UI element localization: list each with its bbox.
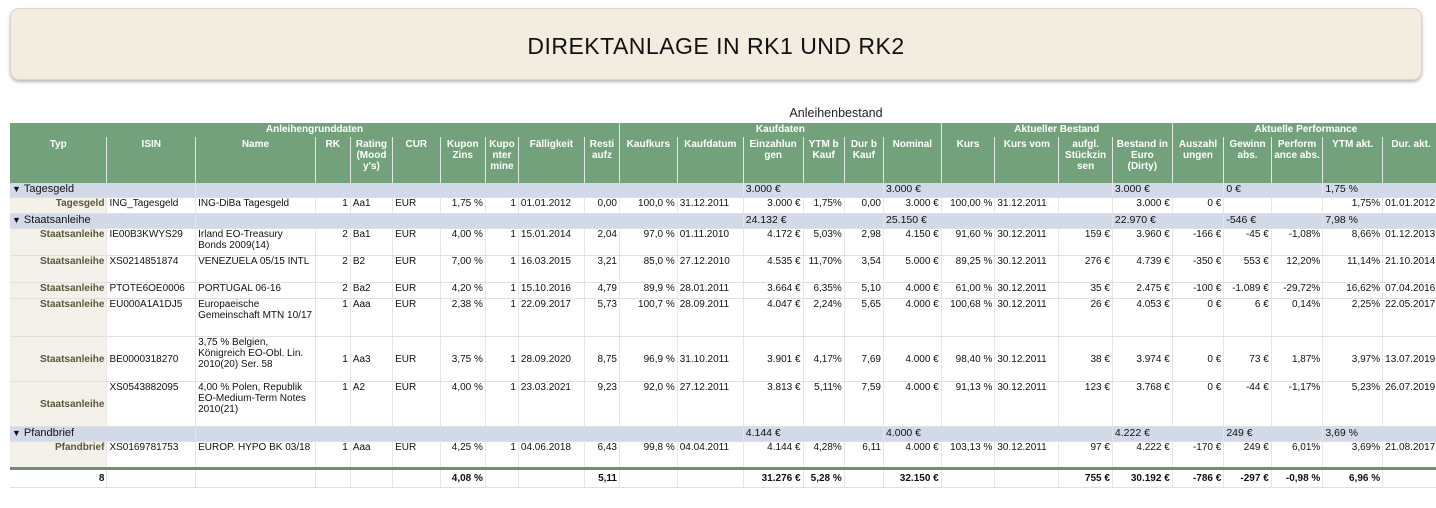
cell-performance: 1,87%	[1271, 337, 1323, 382]
section-einzahlungen: 3.000 €	[743, 183, 883, 198]
section-ytm: 7,98 %	[1323, 214, 1436, 229]
cell-gewinn: 73 €	[1224, 337, 1271, 382]
cell-kurs-vom: 30.12.2011	[995, 299, 1059, 337]
section-bestand: 3.000 €	[1112, 183, 1223, 198]
group-header-performance: Aktuelle Performance	[1172, 123, 1436, 137]
cell-rating: Aaa	[350, 299, 392, 337]
cell-bestand: 4.739 €	[1112, 256, 1172, 283]
col-header-kurs[interactable]: Kurs	[941, 137, 995, 183]
cell-cur: EUR	[393, 299, 440, 337]
table-title: Anleihenbestand	[789, 106, 883, 120]
disclosure-triangle-icon[interactable]: ▼	[12, 215, 21, 225]
cell-name: Europaeische Gemeinschaft MTN 10/17	[196, 299, 316, 337]
cell-isin: XS0543882095	[107, 382, 196, 427]
cell-nominal: 5.000 €	[883, 256, 941, 283]
cell-rk: 2	[315, 229, 350, 256]
cell-ytm-kauf: 4,28%	[803, 442, 844, 469]
cell-rk: 2	[315, 283, 350, 299]
totals-row	[10, 469, 1436, 488]
cell-auszahlungen: 0 €	[1172, 198, 1224, 214]
cell-performance	[1271, 198, 1323, 214]
cell-kupon: 4,20 %	[440, 283, 485, 299]
cell-einzahlungen: 3.664 €	[743, 283, 803, 299]
cell-rating: Ba2	[350, 283, 392, 299]
section-ytm: 1,75 %	[1323, 183, 1436, 198]
col-header-einzahlungen[interactable]: Einzahlun gen	[743, 137, 803, 183]
cell-termine: 1	[485, 382, 518, 427]
section-row-staatsanleihe[interactable]	[10, 214, 1436, 229]
cell-performance: 12,20%	[1271, 256, 1323, 283]
group-header-kaufdaten: Kaufdaten	[619, 123, 941, 137]
cell-kaufkurs: 100,0 %	[619, 198, 677, 214]
col-header-kaufkurs[interactable]: Kaufkurs	[619, 137, 677, 183]
cell-restlaufzeit: 4,79	[584, 283, 619, 299]
cell-dur-kauf: 2,98	[844, 229, 883, 256]
col-header-gewinn-abs[interactable]: Gewinn abs.	[1224, 137, 1271, 183]
cell-ytm-akt: 3,69%	[1323, 442, 1383, 469]
cell-einzahlungen: 3.813 €	[743, 382, 803, 427]
cell-gewinn	[1224, 198, 1271, 214]
cell-rating: A2	[350, 382, 392, 427]
col-header-performance-abs[interactable]: Perform ance abs.	[1271, 137, 1323, 183]
cell-auszahlungen: -350 €	[1172, 256, 1224, 283]
section-row-pfandbrief[interactable]	[10, 427, 1436, 442]
cell-termine: 1	[485, 283, 518, 299]
section-einzahlungen: 4.144 €	[743, 427, 883, 442]
cell-name: PORTUGAL 06-16	[196, 283, 316, 299]
cell-termine: 1	[485, 299, 518, 337]
cell-bestand: 4.222 €	[1112, 442, 1172, 469]
group-header-grunddaten: Anleihengrunddaten	[10, 123, 619, 137]
cell-kaufkurs: 99,8 %	[619, 442, 677, 469]
cell-stueckzinsen: 123 €	[1059, 382, 1113, 427]
table-row[interactable]	[10, 256, 1436, 283]
cell-isin: XS0169781753	[107, 442, 196, 469]
cell-stueckzinsen: 26 €	[1059, 299, 1113, 337]
total-performance: -0,98 %	[1271, 469, 1323, 488]
col-header-kupon-zins[interactable]: Kupon Zins	[440, 137, 485, 183]
cell-rk: 1	[315, 382, 350, 427]
cell-ytm-akt: 8,66%	[1323, 229, 1383, 256]
table-row[interactable]	[10, 283, 1436, 299]
col-header-rating[interactable]: Rating (Mood y's)	[350, 137, 392, 183]
cell-restlaufzeit: 5,73	[584, 299, 619, 337]
cell-kupon: 1,75 %	[440, 198, 485, 214]
cell-dur-akt: 21.10.2014	[1383, 256, 1436, 283]
cell-faelligkeit: 16.03.2015	[518, 256, 584, 283]
cell-kurs: 61,00 %	[941, 283, 995, 299]
cell-dur-kauf: 7,59	[844, 382, 883, 427]
total-bestand: 30.192 €	[1112, 469, 1172, 488]
cell-restlaufzeit: 9,23	[584, 382, 619, 427]
cell-kaufdatum: 28.01.2011	[677, 283, 743, 299]
cell-rating: B2	[350, 256, 392, 283]
cell-rating: Ba1	[350, 229, 392, 256]
cell-ytm-kauf: 5,11%	[803, 382, 844, 427]
cell-kaufkurs: 85,0 %	[619, 256, 677, 283]
cell-kurs-vom: 31.12.2011	[995, 198, 1059, 214]
cell-kupon: 4,25 %	[440, 442, 485, 469]
total-count: 8	[10, 469, 107, 488]
col-header-isin[interactable]: ISIN	[107, 137, 196, 183]
cell-kaufkurs: 97,0 %	[619, 229, 677, 256]
cell-restlaufzeit: 8,75	[584, 337, 619, 382]
cell-kaufdatum: 01.11.2010	[677, 229, 743, 256]
cell-dur-kauf: 5,65	[844, 299, 883, 337]
cell-kurs-vom: 30.12.2011	[995, 442, 1059, 469]
cell-kurs-vom: 30.12.2011	[995, 382, 1059, 427]
section-bestand: 22.970 €	[1112, 214, 1223, 229]
cell-typ: Staatsanleihe	[10, 382, 107, 427]
cell-termine: 1	[485, 229, 518, 256]
cell-dur-kauf: 0,00	[844, 198, 883, 214]
cell-kaufdatum: 28.09.2011	[677, 299, 743, 337]
cell-einzahlungen: 3.000 €	[743, 198, 803, 214]
cell-dur-akt: 26.07.2019	[1383, 382, 1436, 427]
cell-kaufdatum: 27.12.2010	[677, 256, 743, 283]
cell-bestand: 3.768 €	[1112, 382, 1172, 427]
cell-kurs-vom: 30.12.2011	[995, 283, 1059, 299]
cell-stueckzinsen: 38 €	[1059, 337, 1113, 382]
page-title: DIREKTANLAGE IN RK1 UND RK2	[527, 33, 905, 59]
cell-kaufkurs: 100,7 %	[619, 299, 677, 337]
total-stueckzinsen: 755 €	[1059, 469, 1113, 488]
section-gewinn: -546 €	[1224, 214, 1323, 229]
cell-rating: Aa3	[350, 337, 392, 382]
cell-ytm-akt: 2,25%	[1323, 299, 1383, 337]
cell-isin: IE00B3KWYS29	[107, 229, 196, 256]
section-nominal: 4.000 €	[883, 427, 1112, 442]
cell-gewinn: -44 €	[1224, 382, 1271, 427]
cell-rk: 1	[315, 337, 350, 382]
col-header-typ[interactable]: Typ	[10, 137, 107, 183]
cell-restlaufzeit: 0,00	[584, 198, 619, 214]
cell-kaufdatum: 04.04.2011	[677, 442, 743, 469]
cell-rating: Aaa	[350, 442, 392, 469]
total-ytm-kauf: 5,28 %	[803, 469, 844, 488]
cell-rk: 1	[315, 299, 350, 337]
total-auszahlungen: -786 €	[1172, 469, 1224, 488]
cell-ytm-akt: 5,23%	[1323, 382, 1383, 427]
cell-restlaufzeit: 2,04	[584, 229, 619, 256]
cell-einzahlungen: 3.901 €	[743, 337, 803, 382]
cell-einzahlungen: 4.172 €	[743, 229, 803, 256]
table-row[interactable]	[10, 229, 1436, 256]
cell-name: 3,75 % Belgien, Königreich EO-Obl. Lin. 2010(20) Ser. 58	[196, 337, 316, 382]
cell-isin: XS0214851874	[107, 256, 196, 283]
cell-performance: 6,01%	[1271, 442, 1323, 469]
disclosure-triangle-icon[interactable]: ▼	[12, 428, 21, 438]
total-ytm-akt: 6,96 %	[1323, 469, 1383, 488]
group-header-bestand: Aktueller Bestand	[941, 123, 1172, 137]
cell-faelligkeit: 23.03.2021	[518, 382, 584, 427]
cell-kurs: 103,13 %	[941, 442, 995, 469]
section-gewinn: 0 €	[1224, 183, 1323, 198]
col-header-nominal[interactable]: Nominal	[883, 137, 941, 183]
cell-auszahlungen: 0 €	[1172, 337, 1224, 382]
cell-nominal: 4.000 €	[883, 299, 941, 337]
cell-name: 4,00 % Polen, Republik EO-Medium-Term Notes 2010(21)	[196, 382, 316, 427]
cell-dur-akt: 13.07.2019	[1383, 337, 1436, 382]
table-row[interactable]	[10, 382, 1436, 427]
cell-bestand: 2.475 €	[1112, 283, 1172, 299]
cell-kaufdatum: 27.12.2011	[677, 382, 743, 427]
cell-kurs: 98,40 %	[941, 337, 995, 382]
cell-nominal: 4.000 €	[883, 283, 941, 299]
cell-ytm-akt: 3,97%	[1323, 337, 1383, 382]
total-restlaufzeit: 5,11	[584, 469, 619, 488]
cell-bestand: 3.000 €	[1112, 198, 1172, 214]
cell-termine: 1	[485, 256, 518, 283]
cell-name: ING-DiBa Tagesgeld	[196, 198, 316, 214]
cell-performance: -29,72%	[1271, 283, 1323, 299]
cell-bestand: 4.053 €	[1112, 299, 1172, 337]
cell-performance: -1,17%	[1271, 382, 1323, 427]
col-header-kurs-vom[interactable]: Kurs vom	[995, 137, 1059, 183]
section-row-tagesgeld[interactable]	[10, 183, 1436, 198]
col-header-restlaufzeit[interactable]: Resti aufz	[584, 137, 619, 183]
cell-einzahlungen: 4.535 €	[743, 256, 803, 283]
cell-ytm-akt: 11,14%	[1323, 256, 1383, 283]
cell-auszahlungen: -166 €	[1172, 229, 1224, 256]
cell-nominal: 4.000 €	[883, 337, 941, 382]
col-header-name[interactable]: Name	[196, 137, 316, 183]
cell-kupon: 3,75 %	[440, 337, 485, 382]
cell-rk: 2	[315, 256, 350, 283]
cell-termine: 1	[485, 198, 518, 214]
cell-name: EUROP. HYPO BK 03/18	[196, 442, 316, 469]
col-header-dur-kauf[interactable]: Dur b Kauf	[844, 137, 883, 183]
cell-nominal: 4.000 €	[883, 442, 941, 469]
cell-termine: 1	[485, 337, 518, 382]
cell-stueckzinsen	[1059, 198, 1113, 214]
col-header-auszahlungen[interactable]: Auszahl ungen	[1172, 137, 1224, 183]
col-header-dur-akt[interactable]: Dur. akt.	[1383, 137, 1436, 183]
cell-gewinn: 249 €	[1224, 442, 1271, 469]
cell-kurs: 100,68 %	[941, 299, 995, 337]
cell-dur-akt: 22.05.2017	[1383, 299, 1436, 337]
cell-restlaufzeit: 3,21	[584, 256, 619, 283]
cell-cur: EUR	[393, 442, 440, 469]
cell-bestand: 3.974 €	[1112, 337, 1172, 382]
cell-isin: EU000A1A1DJ5	[107, 299, 196, 337]
total-nominal: 32.150 €	[883, 469, 941, 488]
cell-cur: EUR	[393, 229, 440, 256]
cell-typ: Staatsanleihe	[10, 229, 107, 256]
cell-dur-kauf: 3,54	[844, 256, 883, 283]
cell-kaufdatum: 31.12.2011	[677, 198, 743, 214]
section-gewinn: 249 €	[1224, 427, 1323, 442]
cell-ytm-kauf: 6,35%	[803, 283, 844, 299]
section-label: Pfandbrief	[23, 427, 75, 439]
cell-rk: 1	[315, 442, 350, 469]
cell-cur: EUR	[393, 198, 440, 214]
cell-auszahlungen: 0 €	[1172, 382, 1224, 427]
cell-isin: ING_Tagesgeld	[107, 198, 196, 214]
cell-name: Irland EO-Treasury Bonds 2009(14)	[196, 229, 316, 256]
cell-dur-akt: 21.08.2017	[1383, 442, 1436, 469]
cell-kupon: 7,00 %	[440, 256, 485, 283]
cell-kupon: 4,00 %	[440, 382, 485, 427]
cell-cur: EUR	[393, 382, 440, 427]
col-header-kaufdatum[interactable]: Kaufdatum	[677, 137, 743, 183]
section-nominal: 25.150 €	[883, 214, 1112, 229]
col-header-kupon-termine[interactable]: Kupo nter mine	[485, 137, 518, 183]
cell-einzahlungen: 4.047 €	[743, 299, 803, 337]
cell-ytm-akt: 1,75%	[1323, 198, 1383, 214]
cell-cur: EUR	[393, 256, 440, 283]
cell-cur: EUR	[393, 337, 440, 382]
total-kupon: 4,08 %	[440, 469, 485, 488]
cell-auszahlungen: -170 €	[1172, 442, 1224, 469]
section-ytm: 3,69 %	[1323, 427, 1436, 442]
col-header-cur[interactable]: CUR	[393, 137, 440, 183]
cell-typ: Staatsanleihe	[10, 299, 107, 337]
total-gewinn: -297 €	[1224, 469, 1271, 488]
cell-gewinn: -1.089 €	[1224, 283, 1271, 299]
col-header-bestand-euro[interactable]: Bestand in Euro (Dirty)	[1112, 137, 1172, 183]
cell-typ: Tagesgeld	[10, 198, 107, 214]
cell-typ: Staatsanleihe	[10, 283, 107, 299]
cell-isin: PTOTE6OE0006	[107, 283, 196, 299]
section-label: Tagesgeld	[23, 183, 75, 195]
cell-dur-kauf: 5,10	[844, 283, 883, 299]
cell-faelligkeit: 15.01.2014	[518, 229, 584, 256]
cell-kurs: 91,13 %	[941, 382, 995, 427]
cell-performance: 0,14%	[1271, 299, 1323, 337]
bond-table	[10, 123, 1436, 488]
cell-faelligkeit: 04.06.2018	[518, 442, 584, 469]
cell-dur-kauf: 7,69	[844, 337, 883, 382]
col-header-faelligkeit[interactable]: Fälligkeit	[518, 137, 584, 183]
cell-cur: EUR	[393, 283, 440, 299]
cell-kaufkurs: 92,0 %	[619, 382, 677, 427]
cell-kaufkurs: 89,9 %	[619, 283, 677, 299]
cell-kupon: 4,00 %	[440, 229, 485, 256]
title-banner	[10, 8, 1422, 80]
table-row[interactable]	[10, 299, 1436, 337]
cell-rating: Aa1	[350, 198, 392, 214]
section-einzahlungen: 24.132 €	[743, 214, 883, 229]
cell-kurs-vom: 30.12.2011	[995, 229, 1059, 256]
disclosure-triangle-icon[interactable]: ▼	[12, 184, 21, 194]
cell-dur-akt: 07.04.2016	[1383, 283, 1436, 299]
cell-auszahlungen: -100 €	[1172, 283, 1224, 299]
cell-gewinn: -45 €	[1224, 229, 1271, 256]
cell-typ: Pfandbrief	[10, 442, 107, 469]
cell-stueckzinsen: 35 €	[1059, 283, 1113, 299]
section-bestand: 4.222 €	[1112, 427, 1223, 442]
cell-name: VENEZUELA 05/15 INTL	[196, 256, 316, 283]
cell-faelligkeit: 01.01.2012	[518, 198, 584, 214]
table-row[interactable]	[10, 337, 1436, 382]
cell-ytm-kauf: 5,03%	[803, 229, 844, 256]
cell-stueckzinsen: 159 €	[1059, 229, 1113, 256]
col-header-ytm-kauf[interactable]: YTM b Kauf	[803, 137, 844, 183]
cell-auszahlungen: 0 €	[1172, 299, 1224, 337]
cell-kurs: 91,60 %	[941, 229, 995, 256]
cell-ytm-kauf: 1,75%	[803, 198, 844, 214]
cell-ytm-kauf: 4,17%	[803, 337, 844, 382]
cell-faelligkeit: 15.10.2016	[518, 283, 584, 299]
table-row[interactable]	[10, 198, 1436, 214]
cell-nominal: 4.150 €	[883, 229, 941, 256]
cell-bestand: 3.960 €	[1112, 229, 1172, 256]
cell-typ: Staatsanleihe	[10, 256, 107, 283]
section-nominal: 3.000 €	[883, 183, 1112, 198]
cell-dur-akt: 01.12.2013	[1383, 229, 1436, 256]
cell-performance: -1,08%	[1271, 229, 1323, 256]
col-header-rk[interactable]: RK	[315, 137, 350, 183]
cell-einzahlungen: 4.144 €	[743, 442, 803, 469]
cell-kurs: 100,00 %	[941, 198, 995, 214]
cell-nominal: 4.000 €	[883, 382, 941, 427]
cell-stueckzinsen: 97 €	[1059, 442, 1113, 469]
cell-kurs: 89,25 %	[941, 256, 995, 283]
total-einzahlungen: 31.276 €	[743, 469, 803, 488]
cell-dur-kauf: 6,11	[844, 442, 883, 469]
cell-ytm-akt: 16,62%	[1323, 283, 1383, 299]
col-header-stueckzinsen[interactable]: aufgl. Stückzin sen	[1059, 137, 1113, 183]
section-label: Staatsanleihe	[23, 214, 91, 226]
cell-kaufdatum: 31.10.2011	[677, 337, 743, 382]
table-row[interactable]	[10, 442, 1436, 469]
cell-termine: 1	[485, 442, 518, 469]
cell-stueckzinsen: 276 €	[1059, 256, 1113, 283]
cell-isin: BE0000318270	[107, 337, 196, 382]
cell-kaufkurs: 96,9 %	[619, 337, 677, 382]
cell-typ: Staatsanleihe	[10, 337, 107, 382]
cell-ytm-kauf: 11,70%	[803, 256, 844, 283]
cell-nominal: 3.000 €	[883, 198, 941, 214]
cell-restlaufzeit: 6,43	[584, 442, 619, 469]
col-header-ytm-akt[interactable]: YTM akt.	[1323, 137, 1383, 183]
cell-kurs-vom: 30.12.2011	[995, 337, 1059, 382]
cell-gewinn: 6 €	[1224, 299, 1271, 337]
cell-faelligkeit: 22.09.2017	[518, 299, 584, 337]
cell-dur-akt: 01.01.2012	[1383, 198, 1436, 214]
cell-faelligkeit: 28.09.2020	[518, 337, 584, 382]
cell-ytm-kauf: 2,24%	[803, 299, 844, 337]
cell-gewinn: 553 €	[1224, 256, 1271, 283]
cell-kupon: 2,38 %	[440, 299, 485, 337]
cell-rk: 1	[315, 198, 350, 214]
cell-kurs-vom: 30.12.2011	[995, 256, 1059, 283]
